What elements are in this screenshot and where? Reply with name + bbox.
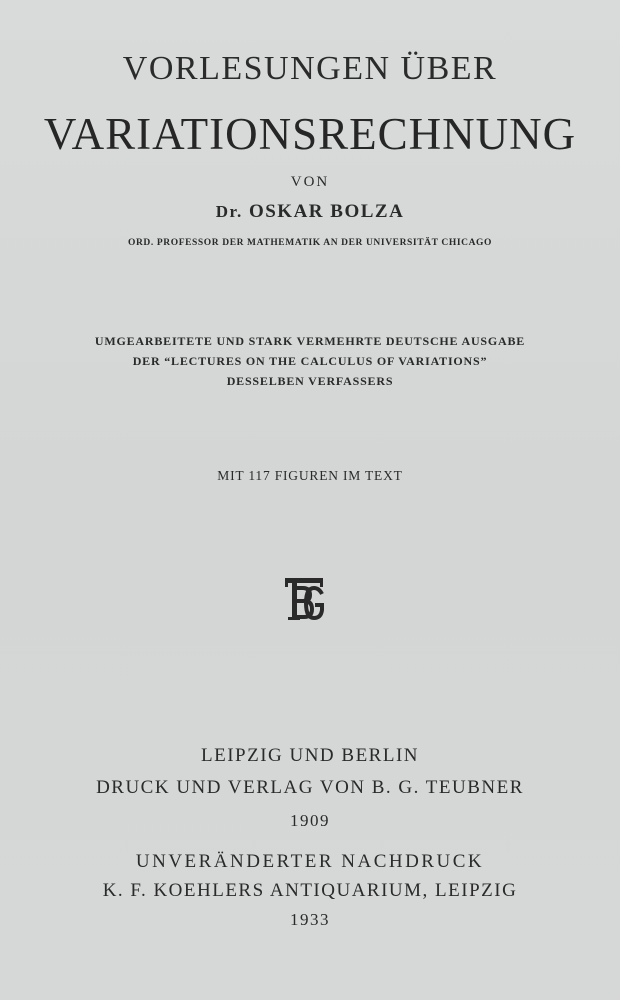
author-affiliation: ORD. PROFESSOR DER MATHEMATIK AN DER UNIVERSITÄT CHICAGO [127,238,493,248]
figures-note: MIT 117 FIGUREN IM TEXT [217,468,403,483]
author-line [0,201,620,223]
publication-year: 1909 [290,811,330,830]
title-line-1: VORLESUNGEN ÜBER [122,50,498,87]
description-line-3: DESSELBEN VERFASSERS [226,374,394,388]
byline: VON [290,174,330,190]
description-line-2: DER “LECTURES ON THE CALCULUS OF VARIATIONS” [132,354,488,368]
publisher-cities: LEIPZIG UND BERLIN [200,745,420,766]
description-line-1: UMGEARBEITETE UND STARK VERMEHRTE DEUTSCHE AUSGABE [94,334,526,348]
publisher-press: DRUCK UND VERLAG VON B. G. TEUBNER [96,777,524,798]
reprint-year: 1933 [290,910,330,929]
teubner-monogram-icon [283,576,325,622]
title-line-2: VARIATIONSRECHNUNG [43,109,577,159]
author-name: OSKAR BOLZA [248,201,405,222]
reprint-note: UNVERÄNDERTER NACHDRUCK [135,851,485,872]
author-prefix: Dr. [215,202,243,221]
reprint-publisher: K. F. KOEHLERS ANTIQUARIUM, LEIPZIG [102,880,518,901]
